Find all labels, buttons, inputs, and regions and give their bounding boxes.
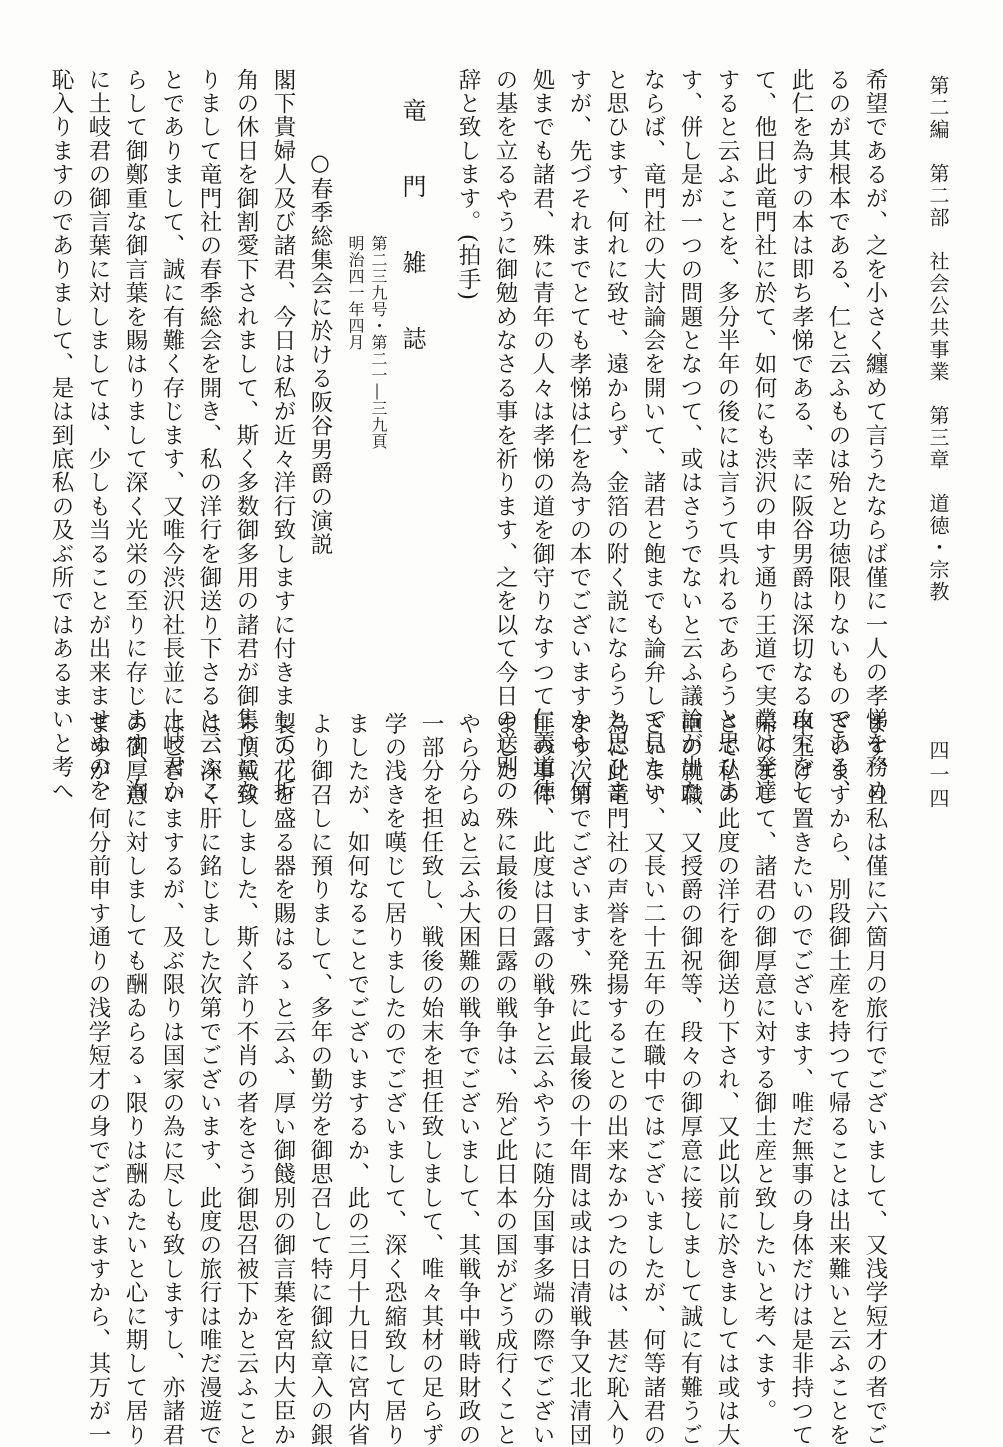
lower-line: より御召しに預りまして、多年の勤労を御思召して特に御紋章入の銀 [307, 712, 333, 1447]
upper-line: 此仁を為すの本は即ち孝悌である、幸に阪谷男爵は深切なる攻究をし [788, 68, 814, 803]
page-number: 四一四 [926, 740, 950, 812]
running-header: 第二編 第二部 社会公共事業 第三章 道徳・宗教 [926, 75, 950, 603]
lower-line: ました、殊に最後の日露の戦争は、殆ど此日本の国がどう成行くこと [492, 712, 518, 1447]
lower-line: ますが、何分前申す通りの浅学短才の身でございますから、其万が一 [85, 712, 111, 1447]
upper-line: すると云ふことを、多分半年の後には言うて呉れるであらうと思ひま [714, 68, 740, 803]
speech-line: らして御鄭重な御言葉を賜はりまして深く光栄の至りに存じます、洵 [122, 68, 148, 803]
speech-line: とでありまして、誠に有難く存じます、又唯今渋沢社長並に土岐君か [159, 68, 185, 803]
source-date: 明治四一年四月 [346, 235, 365, 351]
lower-line: の御厚意に対しましても酬ゐらるゝ限りは酬ゐたいと心に期して居り [122, 712, 148, 1447]
lower-line: 製の花を盛る器を賜はるゝと云ふ、厚い御餞別の御言葉を宮内大臣か [270, 712, 296, 1447]
speech-line: 角の休日を御割愛下されまして、斯く多数御多用の諸君が御集りにな [233, 68, 259, 803]
lower-line: 帰りまして、諸君の御厚意に対する御土産と致したいと考へます。 [751, 712, 777, 1423]
speech-line: に土岐君の御言葉に対しましては、少しも当ることが出来ませぬのを [85, 68, 111, 803]
speech-line: りまして竜門社の春季総会を開き、私の洋行を御送り下さると云ふこ [196, 68, 222, 803]
upper-line: すが、先づそれまでとても孝悌は仁を為すの本でございますから、何 [566, 68, 592, 803]
upper-line: と思ひます、何れに致せ、遠からず、金箔の附く説にならうと思ひま [603, 68, 629, 803]
upper-line: の基を立るやうに御勉めなさる事を祈ります、之を以て今日の送別の [492, 68, 518, 803]
lower-line: ましたが、如何なることでございまするか、此の三月十九日に宮内省 [344, 712, 370, 1447]
lower-line: 学の浅きを嘆じて居りましたのでございまして、深く恐縮致して居り [381, 712, 407, 1447]
upper-line: 希望であるが、之を小さく纏めて言うたならば僅に一人の孝悌を務め [862, 68, 888, 803]
lower-line: 一部分を担任致し、戦後の始末を担任致しまして、唯々其材の足らず [418, 712, 444, 1447]
upper-line: 辞と致します。(拍手) [455, 68, 481, 302]
lower-line: ざいます、又長い二十五年の在職中ではございましたが、何等諸君の [640, 712, 666, 1447]
lower-line: 臣の就職、又授爵の御祝等、段々の御厚意に接しまして誠に有難うご [677, 712, 703, 1447]
lower-line: 為に此竜門社の声誉を発揚することの出来なかつたのは、甚だ恥入り [603, 712, 629, 1447]
lower-line: ます次第でございます、殊に此最後の十年間は或は日清戦争又北清団 [566, 712, 592, 1447]
lower-line: 申上げて置きたいのでございます、唯だ無事の身体だけは是非持つて [788, 712, 814, 1447]
lower-line: さて私の此度の洋行を御送り下され、又此以前に於きましては或は大 [714, 712, 740, 1447]
upper-line: ならば、竜門社の大討論会を開いて、諸君と飽までも論弁して見たい [640, 68, 666, 803]
lower-line: ざいますから、別段御土産を持つて帰ることは出来難いと云ふことを [825, 712, 851, 1447]
lower-line: はございまするが、及ぶ限りは国家の為に尽しも致しますし、亦諸君 [159, 712, 185, 1447]
lower-line: 匪の事件、此度は日露の戦争と云ふやうに随分国事多端の際でござい [529, 712, 555, 1447]
source-reference: 第二三九号・第二一―三九頁 [369, 235, 388, 450]
speech-line: 恥入りますのでありまして、是は到底私の及ぶ所ではあるまいと考へ [48, 68, 74, 803]
section-title: 竜 門 雑 誌 [398, 98, 426, 364]
speech-line: 閣下貴婦人及び諸君、今日は私が近々洋行致しますに付きまして、折 [270, 68, 296, 803]
lower-line: ます、且私は僅に六箇月の旅行でございまして、又浅学短才の者でご [862, 712, 888, 1447]
lower-line: ら頂戴致しました、斯く許り不肖の者をさう御思召被下かと云ふこと [233, 712, 259, 1447]
lower-line: は、深く肝に銘じました次第でございます、此度の旅行は唯だ漫遊で [196, 712, 222, 1447]
upper-line: 処までも諸君、殊に青年の人々は孝悌の道を御守りなすつて仁義道徳 [529, 68, 555, 803]
subheading: ○春季総集会に於ける阪谷男爵の演説 [307, 150, 333, 557]
lower-line: やら分らぬと云ふ大困難の戦争でございまして、其戦争中戦時財政の [455, 712, 481, 1447]
upper-line: て、他日此竜門社に於て、如何にも渋沢の申す通り王道で実業は発達 [751, 68, 777, 803]
upper-line: るのが其根本である、仁と云ふものは殆と功徳限りないものである、 [825, 68, 851, 803]
upper-line: す、併し是が一つの問題となつて、或はさうでないと云ふ議論が出た [677, 68, 703, 803]
